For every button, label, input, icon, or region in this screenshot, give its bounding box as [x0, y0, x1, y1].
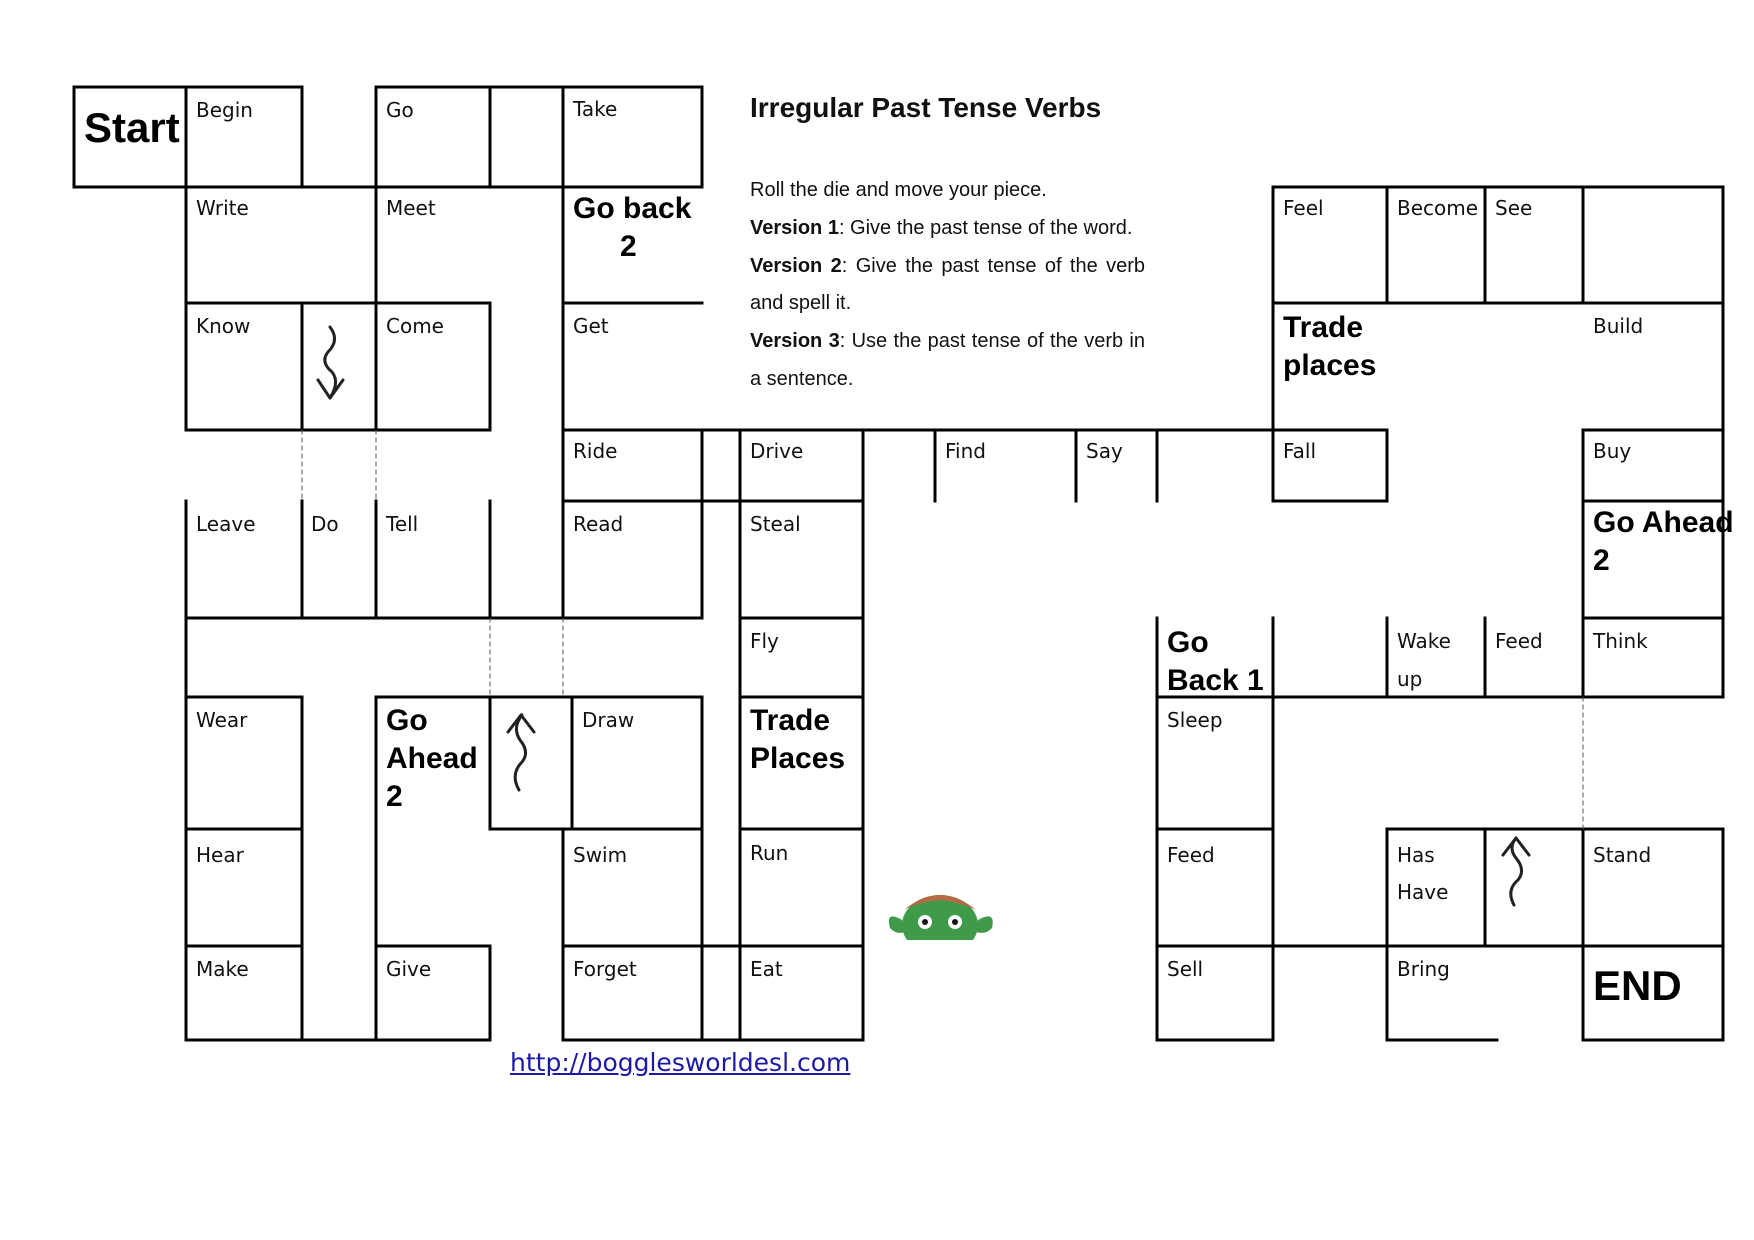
- square-label-trade-places-right: places: [1283, 349, 1377, 382]
- square-label-fall: Fall: [1283, 439, 1317, 463]
- square-label-take: Take: [573, 97, 618, 121]
- square-label-get: Get: [573, 314, 609, 338]
- website-link[interactable]: http://bogglesworldesl.com: [510, 1048, 851, 1077]
- square-label-stand: Stand: [1593, 843, 1652, 867]
- square-label-start: Start: [84, 104, 180, 151]
- square-label-say: Say: [1086, 439, 1123, 463]
- square-label-draw: Draw: [582, 708, 635, 732]
- square-label-go: Go: [386, 98, 414, 122]
- square-label-tell: Tell: [386, 512, 419, 536]
- arrow-up-icon: [1503, 838, 1529, 905]
- square-label-find: Find: [945, 439, 986, 463]
- square-label-think: Think: [1593, 629, 1648, 653]
- square-label-steal: Steal: [750, 512, 801, 536]
- square-label-become: Become: [1397, 196, 1479, 220]
- square-label-know: Know: [196, 314, 251, 338]
- square-label-write: Write: [196, 196, 249, 220]
- square-label-meet: Meet: [386, 196, 436, 220]
- square-label-go-ahead-2-right: Go Ahead: [1593, 506, 1734, 539]
- square-label-bring: Bring: [1397, 957, 1450, 981]
- square-label-wake-up: up: [1397, 667, 1423, 691]
- rules-version-3: Version 3: Use the past tense of the verb in a sentence.: [750, 330, 1146, 390]
- square-label-go-back-2: Go back: [573, 192, 692, 225]
- square-label-run: Run: [750, 841, 789, 865]
- square-label-make: Make: [196, 957, 249, 981]
- square-label-end: END: [1593, 962, 1682, 1009]
- square-label-sleep: Sleep: [1167, 708, 1223, 732]
- square-label-go-back-2: 2: [620, 230, 637, 263]
- square-label-wear: Wear: [196, 708, 248, 732]
- square-label-feed-bottom: Feed: [1167, 843, 1215, 867]
- goblin-mascot-icon: [889, 895, 1000, 960]
- rules-version-2: Version 2: Give the past tense of the verb and spell it.: [750, 254, 1146, 315]
- square-label-ride: Ride: [573, 439, 618, 463]
- square-label-go-ahead-2-right: 2: [1593, 544, 1610, 577]
- rules-intro: Roll the die and move your piece.: [750, 179, 1047, 201]
- square-label-do: Do: [311, 512, 339, 536]
- square-label-drive: Drive: [750, 439, 804, 463]
- square-label-go-back-1: Go: [1167, 626, 1209, 659]
- square-label-feed-top: Feed: [1495, 629, 1543, 653]
- square-label-hear: Hear: [196, 843, 244, 867]
- page-title: Irregular Past Tense Verbs: [750, 92, 1102, 123]
- square-label-go-ahead-2-left: 2: [386, 780, 403, 813]
- square-label-has-have: Have: [1397, 880, 1449, 904]
- square-label-buy: Buy: [1593, 439, 1632, 463]
- square-label-go-back-1: Back 1: [1167, 664, 1264, 697]
- square-label-trade-places-left: Places: [750, 742, 846, 775]
- square-label-has-have: Has: [1397, 843, 1435, 867]
- square-label-feel: Feel: [1283, 196, 1324, 220]
- square-label-give: Give: [386, 957, 432, 981]
- arrow-up-icon: [508, 715, 534, 790]
- rules-text: [750, 172, 1145, 399]
- square-label-eat: Eat: [750, 957, 783, 981]
- square-label-begin: Begin: [196, 98, 253, 122]
- square-label-swim: Swim: [573, 843, 628, 867]
- arrow-down-icon: [318, 327, 343, 398]
- rules-version-1: Version 1: Give the past tense of the word.: [750, 216, 1133, 239]
- square-label-sell: Sell: [1167, 957, 1204, 981]
- square-label-see: See: [1495, 196, 1533, 220]
- square-label-leave: Leave: [196, 512, 256, 536]
- square-label-go-ahead-2-left: Ahead: [386, 742, 478, 775]
- square-label-read: Read: [573, 512, 624, 536]
- square-label-build: Build: [1593, 314, 1644, 338]
- square-label-forget: Forget: [573, 957, 637, 981]
- square-label-trade-places-left: Trade: [750, 704, 831, 737]
- square-label-fly: Fly: [750, 629, 779, 653]
- square-label-go-ahead-2-left: Go: [386, 704, 428, 737]
- square-label-come: Come: [386, 314, 444, 338]
- square-label-wake-up: Wake: [1397, 629, 1451, 653]
- square-label-trade-places-right: Trade: [1283, 311, 1364, 344]
